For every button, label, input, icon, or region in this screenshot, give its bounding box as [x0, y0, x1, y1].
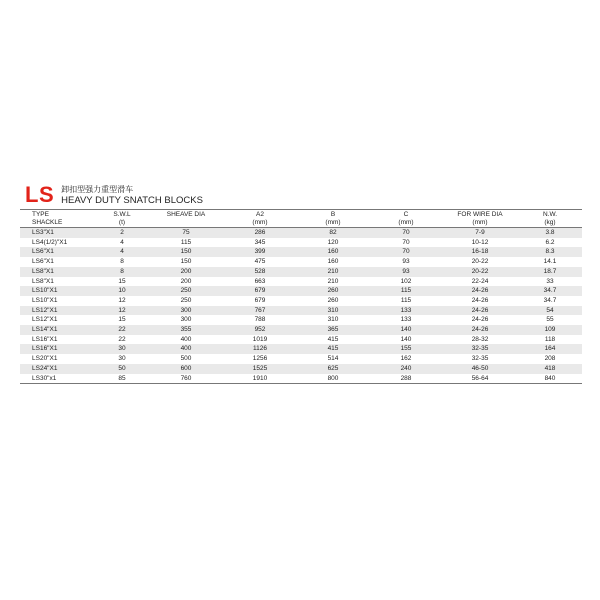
cell-sheave-dia: 300 — [148, 315, 224, 325]
column-header-type — [20, 210, 96, 228]
column-unit: (mm) — [325, 218, 341, 226]
cell-a2: 286 — [224, 228, 296, 238]
column-header-a2 — [224, 210, 296, 228]
cell-type: LS10"X1 — [20, 296, 96, 306]
cell-wire-dia: 24-26 — [442, 325, 518, 335]
product-code: LS — [25, 182, 55, 207]
cell-sheave-dia: 250 — [148, 286, 224, 296]
table-row — [20, 228, 582, 238]
cell-b: 310 — [296, 315, 370, 325]
cell-c: 140 — [370, 325, 442, 335]
cell-c: 93 — [370, 257, 442, 267]
cell-nw: 34.7 — [518, 296, 582, 306]
cell-c: 288 — [370, 374, 442, 384]
cell-swl: 15 — [96, 277, 148, 287]
table-row — [20, 364, 582, 374]
cell-nw: 840 — [518, 374, 582, 384]
cell-c: 162 — [370, 354, 442, 364]
cell-wire-dia: 28-32 — [442, 335, 518, 345]
cell-b: 82 — [296, 228, 370, 238]
product-heading — [20, 181, 582, 206]
cell-c: 70 — [370, 228, 442, 238]
column-unit: (mm) — [472, 218, 488, 226]
cell-sheave-dia: 400 — [148, 335, 224, 345]
column-header-nw — [518, 210, 582, 228]
table-row — [20, 315, 582, 325]
cell-type: LS12"X1 — [20, 315, 96, 325]
cell-sheave-dia: 150 — [148, 247, 224, 257]
cell-swl: 12 — [96, 296, 148, 306]
cell-swl: 10 — [96, 286, 148, 296]
cell-b: 120 — [296, 238, 370, 248]
cell-wire-dia: 56-64 — [442, 374, 518, 384]
cell-a2: 1019 — [224, 335, 296, 345]
cell-sheave-dia: 250 — [148, 296, 224, 306]
cell-a2: 1910 — [224, 374, 296, 384]
cell-wire-dia: 16-18 — [442, 247, 518, 257]
cell-wire-dia: 20-22 — [442, 257, 518, 267]
cell-c: 133 — [370, 315, 442, 325]
cell-nw: 3.8 — [518, 228, 582, 238]
table-row — [20, 335, 582, 345]
cell-sheave-dia: 200 — [148, 267, 224, 277]
table-row — [20, 344, 582, 354]
cell-c: 70 — [370, 247, 442, 257]
cell-swl: 12 — [96, 306, 148, 316]
column-header-c — [370, 210, 442, 228]
cell-nw: 55 — [518, 315, 582, 325]
cell-wire-dia: 10-12 — [442, 238, 518, 248]
cell-wire-dia: 7-9 — [442, 228, 518, 238]
cell-b: 365 — [296, 325, 370, 335]
column-unit: (mm) — [398, 218, 414, 226]
cell-type: LS6"X1 — [20, 257, 96, 267]
cell-type: LS30"x1 — [20, 374, 96, 384]
cell-wire-dia: 46-50 — [442, 364, 518, 374]
column-header-wire-dia — [442, 210, 518, 228]
cell-nw: 54 — [518, 306, 582, 316]
cell-sheave-dia: 760 — [148, 374, 224, 384]
cell-c: 133 — [370, 306, 442, 316]
cell-swl: 8 — [96, 257, 148, 267]
cell-wire-dia: 22-24 — [442, 277, 518, 287]
table-row — [20, 267, 582, 277]
cell-b: 210 — [296, 277, 370, 287]
product-titles — [61, 185, 203, 206]
cell-nw: 118 — [518, 335, 582, 345]
cell-c: 140 — [370, 335, 442, 345]
cell-swl: 30 — [96, 344, 148, 354]
cell-nw: 8.3 — [518, 247, 582, 257]
cell-b: 415 — [296, 335, 370, 345]
cell-b: 625 — [296, 364, 370, 374]
cell-a2: 767 — [224, 306, 296, 316]
cell-swl: 15 — [96, 315, 148, 325]
cell-a2: 1126 — [224, 344, 296, 354]
cell-swl: 22 — [96, 335, 148, 345]
cell-type: LS8"X1 — [20, 267, 96, 277]
column-unit: (t) — [118, 218, 126, 226]
cell-a2: 345 — [224, 238, 296, 248]
column-header-b — [296, 210, 370, 228]
table-row — [20, 325, 582, 335]
cell-swl: 85 — [96, 374, 148, 384]
cell-b: 800 — [296, 374, 370, 384]
cell-type: LS10"X1 — [20, 286, 96, 296]
cell-sheave-dia: 75 — [148, 228, 224, 238]
cell-type: LS12"X1 — [20, 306, 96, 316]
cell-nw: 33 — [518, 277, 582, 287]
cell-wire-dia: 24-26 — [442, 315, 518, 325]
table-row — [20, 247, 582, 257]
cell-sheave-dia: 600 — [148, 364, 224, 374]
cell-b: 210 — [296, 267, 370, 277]
cell-nw: 164 — [518, 344, 582, 354]
column-label: S.W.L — [113, 210, 131, 218]
table-row — [20, 286, 582, 296]
cell-a2: 1525 — [224, 364, 296, 374]
cell-a2: 679 — [224, 286, 296, 296]
cell-b: 310 — [296, 306, 370, 316]
column-header-sheave-dia — [148, 210, 224, 228]
cell-type: LS4(1/2)"X1 — [20, 238, 96, 248]
cell-c: 115 — [370, 286, 442, 296]
cell-nw: 34.7 — [518, 286, 582, 296]
table-row — [20, 354, 582, 364]
cell-swl: 50 — [96, 364, 148, 374]
cell-sheave-dia: 355 — [148, 325, 224, 335]
cell-wire-dia: 32-35 — [442, 344, 518, 354]
column-label: C — [403, 210, 409, 218]
table-row — [20, 374, 582, 384]
column-label: TYPE — [32, 210, 49, 218]
cell-b: 260 — [296, 286, 370, 296]
cell-b: 160 — [296, 247, 370, 257]
cell-c: 93 — [370, 267, 442, 277]
cell-wire-dia: 20-22 — [442, 267, 518, 277]
cell-sheave-dia: 150 — [148, 257, 224, 267]
cell-type: LS16"X1 — [20, 335, 96, 345]
cell-a2: 399 — [224, 247, 296, 257]
cell-b: 260 — [296, 296, 370, 306]
spec-table — [20, 209, 582, 384]
cell-swl: 22 — [96, 325, 148, 335]
cell-nw: 14.1 — [518, 257, 582, 267]
product-title-english: HEAVY DUTY SNATCH BLOCKS — [61, 195, 203, 206]
cell-a2: 1256 — [224, 354, 296, 364]
cell-a2: 528 — [224, 267, 296, 277]
column-label: A2 — [256, 210, 264, 218]
cell-type: LS3"X1 — [20, 228, 96, 238]
table-body — [20, 228, 582, 384]
product-title-chinese: 卸扣型强力重型滑车 — [61, 185, 134, 194]
cell-swl: 4 — [96, 238, 148, 248]
table-row — [20, 306, 582, 316]
cell-wire-dia: 24-26 — [442, 286, 518, 296]
cell-wire-dia: 24-26 — [442, 296, 518, 306]
table-row — [20, 257, 582, 267]
column-label: B — [330, 210, 336, 218]
cell-a2: 679 — [224, 296, 296, 306]
column-unit: (mm) — [252, 218, 268, 226]
cell-b: 514 — [296, 354, 370, 364]
column-unit — [148, 219, 224, 227]
cell-b: 415 — [296, 344, 370, 354]
column-label: FOR WIRE DIA — [457, 210, 503, 218]
cell-swl: 30 — [96, 354, 148, 364]
column-unit: SHACKLE — [32, 218, 63, 226]
cell-a2: 475 — [224, 257, 296, 267]
cell-wire-dia: 32-35 — [442, 354, 518, 364]
cell-sheave-dia: 400 — [148, 344, 224, 354]
cell-swl: 4 — [96, 247, 148, 257]
table-row — [20, 296, 582, 306]
cell-a2: 788 — [224, 315, 296, 325]
cell-sheave-dia: 115 — [148, 238, 224, 248]
table-row — [20, 277, 582, 287]
column-label: N.W. — [542, 210, 558, 218]
column-label: SHEAVE DIA — [166, 210, 206, 218]
cell-type: LS14"X1 — [20, 325, 96, 335]
cell-wire-dia: 24-26 — [442, 306, 518, 316]
cell-a2: 663 — [224, 277, 296, 287]
cell-c: 115 — [370, 296, 442, 306]
cell-sheave-dia: 300 — [148, 306, 224, 316]
cell-type: LS16"X1 — [20, 344, 96, 354]
cell-nw: 418 — [518, 364, 582, 374]
column-header-swl — [96, 210, 148, 228]
cell-c: 102 — [370, 277, 442, 287]
cell-sheave-dia: 200 — [148, 277, 224, 287]
cell-b: 160 — [296, 257, 370, 267]
table-row — [20, 238, 582, 248]
cell-c: 240 — [370, 364, 442, 374]
spec-sheet — [20, 181, 582, 384]
cell-swl: 8 — [96, 267, 148, 277]
cell-type: LS6"X1 — [20, 247, 96, 257]
cell-type: LS8"X1 — [20, 277, 96, 287]
cell-nw: 109 — [518, 325, 582, 335]
cell-swl: 2 — [96, 228, 148, 238]
cell-c: 70 — [370, 238, 442, 248]
cell-a2: 952 — [224, 325, 296, 335]
cell-nw: 18.7 — [518, 267, 582, 277]
cell-sheave-dia: 500 — [148, 354, 224, 364]
cell-nw: 208 — [518, 354, 582, 364]
cell-nw: 6.2 — [518, 238, 582, 248]
cell-type: LS24"X1 — [20, 364, 96, 374]
table-header-row — [20, 210, 582, 228]
column-unit: (kg) — [544, 218, 556, 226]
cell-c: 155 — [370, 344, 442, 354]
cell-type: LS20"X1 — [20, 354, 96, 364]
